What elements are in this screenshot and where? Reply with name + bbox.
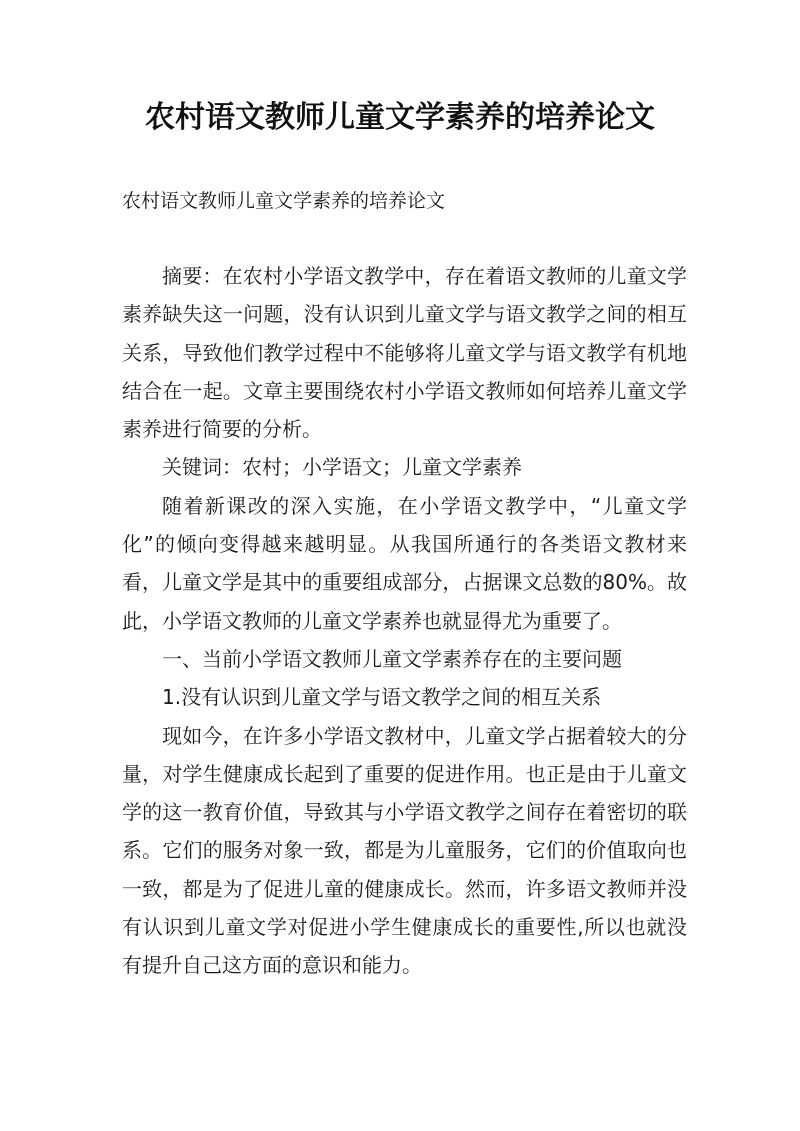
abstract-paragraph: 摘要：在农村小学语文教学中，存在着语文教师的儿童文学素养缺失这一问题，没有认识到儿童文学与语文教学之间的相互关系，导致他们教学过程中不能够将儿童文学与语文教学有机地结合在一起。文章主要围绕农村小学语文教师如何培养儿童文学素养进行简要的分析。 (122, 264, 687, 442)
intro-paragraph: 随着新课改的深入实施，在小学语文教学中，“儿童文学化”的倾向变得越来越明显。从我国所通行的各类语文教材来看，儿童文学是其中的重要组成部分，占据课文总数的80%。故此，小学语文教师的儿童文学素养也就显得尤为重要了。 (122, 493, 687, 633)
section-heading: 一、当前小学语文教师儿童文学素养存在的主要问题 (162, 646, 622, 671)
document-body (122, 257, 687, 985)
document-title: 农村语文教师儿童文学素养的培养论文 (145, 100, 655, 135)
document-subtitle: 农村语文教师儿童文学素养的培养论文 (122, 190, 446, 212)
subsection-heading: 1.没有认识到儿童文学与语文教学之间的相互关系 (162, 685, 602, 710)
body-paragraph: 现如今，在许多小学语文教材中，儿童文学占据着较大的分量，对学生健康成长起到了重要的促进作用。也正是由于儿童文学的这一教育价值，导致其与小学语文教学之间存在着密切的联系。它们的服务对象一致，都是为儿童服务，它们的价值取向也一致，都是为了促进儿童的健康成长。然而，许多语文教师并没有认识到儿童文学对促进小学生健康成长的重要性,所以也就没有提升自己这方面的意识和能力。 (122, 723, 687, 978)
keywords-paragraph: 关键词：农村；小学语文；儿童文学素养 (162, 455, 522, 480)
